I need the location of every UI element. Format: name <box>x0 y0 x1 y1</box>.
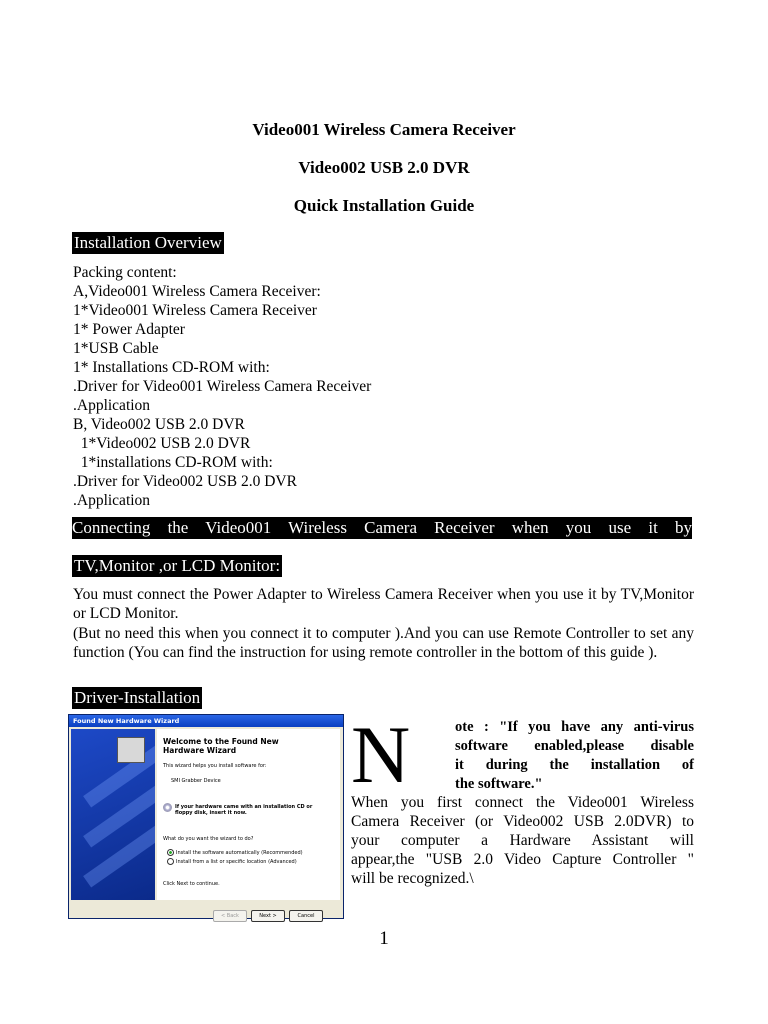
wizard-side-panel <box>71 729 155 900</box>
page-number: 1 <box>379 928 389 949</box>
wizard-click-next: Click Next to continue. <box>163 881 220 887</box>
packing-list <box>73 263 371 510</box>
cancel-button[interactable]: Cancel <box>289 910 323 922</box>
list-item: B, Video002 USB 2.0 DVR <box>73 416 245 433</box>
wizard-heading: Welcome to the Found New Hardware Wizard <box>163 737 279 755</box>
hardware-wizard-screenshot <box>68 714 344 919</box>
back-button[interactable]: < Back <box>213 910 247 922</box>
section-connecting-text1: Connecting the Video001 Wireless Camera Receiver when you use it by <box>72 518 692 537</box>
option-advanced-label: Install from a list or specific location (Advanced) <box>176 859 297 865</box>
list-item: 1*Video001 Wireless Camera Receiver <box>73 302 317 319</box>
wizard-question: What do you want the wizard to do? <box>163 836 254 842</box>
wizard-cd-prompt: If your hardware came with an installation CD or floppy disk, insert it now. <box>175 804 313 816</box>
title-video002: Video002 USB 2.0 DVR <box>298 158 470 177</box>
wizard-helps-text: This wizard helps you install software for: <box>163 763 267 769</box>
paragraph-line: appear,the "USB 2.0 Video Capture Controller " <box>351 851 694 868</box>
next-button[interactable]: Next > <box>251 910 285 922</box>
paragraph-line: your computer a Hardware Assistant will <box>351 832 694 849</box>
connecting-paragraph-1: You must connect the Power Adapter to Wireless Camera Receiver when you use it by TV,Monitor or LCD Monitor. <box>73 586 694 622</box>
section-connecting-line1 <box>72 517 692 539</box>
wizard-option-advanced[interactable] <box>167 858 337 865</box>
note-line: ote : "If you have any anti-virus <box>455 719 694 735</box>
radio-selected-icon[interactable] <box>167 849 174 856</box>
cd-icon <box>163 803 172 812</box>
wizard-content <box>157 729 340 900</box>
list-item: 1* Installations CD-ROM with: <box>73 359 270 376</box>
list-item: Packing content: <box>73 264 177 281</box>
option-auto-label: Install the software automatically (Recommended) <box>176 850 303 856</box>
connecting-paragraph-2: (But no need this when you connect it to computer ).And you can use Remote Controller to set any function (You can find the instruction for using remote controller in the bottom of this guide ). <box>73 625 694 661</box>
driver-paragraph <box>351 793 694 888</box>
wizard-device-name: SMI Grabber Device <box>171 778 221 784</box>
radio-icon[interactable] <box>167 858 174 865</box>
list-item: 1*installations CD-ROM with: <box>73 454 273 471</box>
section-driver-installation: Driver-Installation <box>74 688 201 707</box>
paragraph-line: will be recognized.\ <box>351 870 474 887</box>
hardware-icon <box>117 737 145 763</box>
note-line: software enabled,please disable <box>455 738 694 754</box>
paragraph-line: When you first connect the Video001 Wireless <box>351 794 694 811</box>
section-installation-overview: Installation Overview <box>74 233 222 252</box>
note-line: it during the installation of <box>455 757 694 773</box>
note-line: the software." <box>455 776 543 792</box>
list-item: 1*Video002 USB 2.0 DVR <box>73 435 251 452</box>
wizard-buttons <box>209 902 323 922</box>
list-item: 1* Power Adapter <box>73 321 185 338</box>
list-item: 1*USB Cable <box>73 340 159 357</box>
section-connecting-line2: TV,Monitor ,or LCD Monitor: <box>74 556 281 575</box>
list-item: .Application <box>73 492 151 509</box>
list-item: A,Video001 Wireless Camera Receiver: <box>73 283 321 300</box>
drop-cap: N <box>351 709 411 800</box>
list-item: .Application <box>73 397 151 414</box>
wizard-title-bar: Found New Hardware Wizard <box>69 715 343 727</box>
wizard-option-auto[interactable] <box>167 849 337 856</box>
list-item: .Driver for Video001 Wireless Camera Receiver <box>73 378 372 395</box>
antivirus-note <box>455 718 694 794</box>
title-video001: Video001 Wireless Camera Receiver <box>252 120 516 139</box>
paragraph-line: Camera Receiver (or Video002 USB 2.0DVR) to <box>351 813 694 830</box>
title-quick-guide: Quick Installation Guide <box>293 196 475 215</box>
list-item: .Driver for Video002 USB 2.0 DVR <box>73 473 297 490</box>
